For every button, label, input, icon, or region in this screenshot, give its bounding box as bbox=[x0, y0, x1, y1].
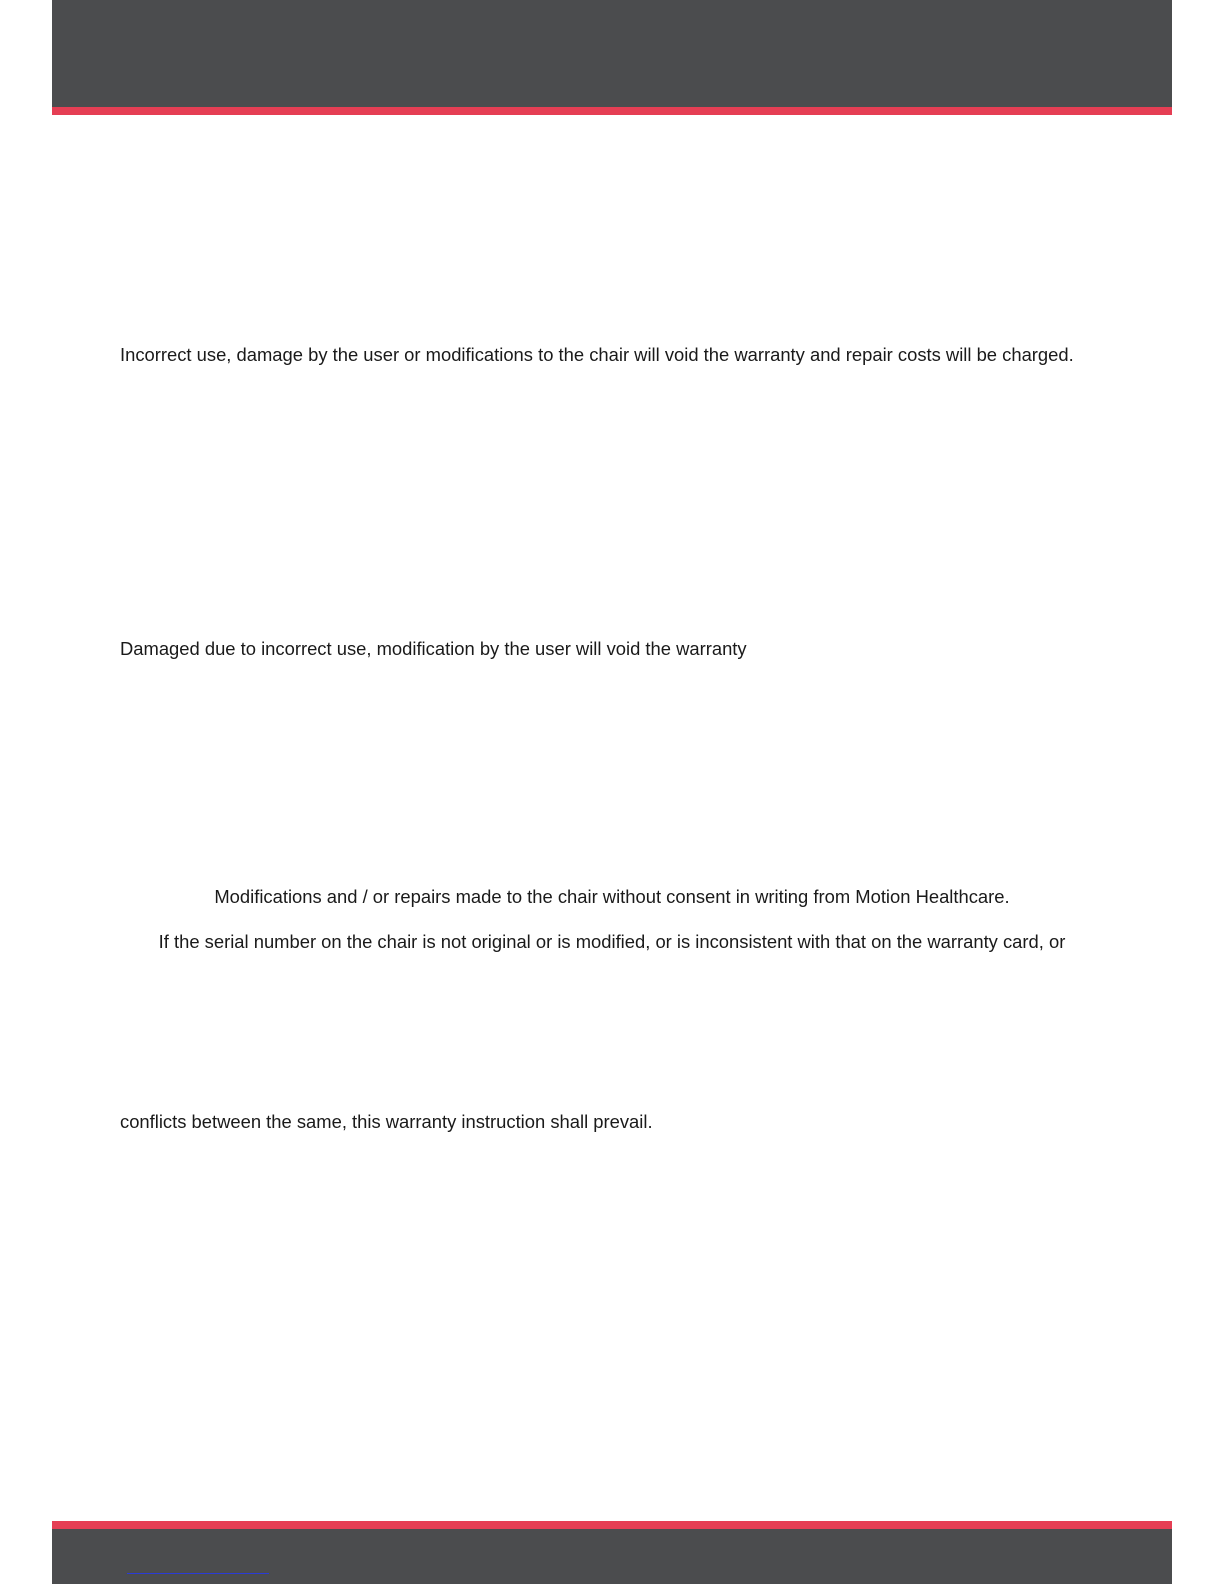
header-accent-stripe bbox=[52, 107, 1172, 115]
warranty-text-damage: Damaged due to incorrect use, modification by the user will void the warranty bbox=[120, 638, 747, 659]
footer-link[interactable] bbox=[127, 1573, 269, 1574]
warranty-text-conflicts: conflicts between the same, this warranty instruction shall prevail. bbox=[120, 1111, 653, 1132]
warranty-text-serial-number: If the serial number on the chair is not original or is modified, or is inconsistent with that on the warranty card, or bbox=[158, 931, 1066, 952]
page-footer-bar bbox=[52, 1529, 1172, 1584]
footer-accent-stripe bbox=[52, 1521, 1172, 1529]
warranty-text-modifications: Modifications and / or repairs made to the chair without consent in writing from Motion Healthcare. bbox=[214, 886, 1010, 907]
page-header-bar bbox=[52, 0, 1172, 107]
warranty-text-incorrect-use: Incorrect use, damage by the user or modifications to the chair will void the warranty and repair costs will be charged. bbox=[120, 344, 1074, 365]
